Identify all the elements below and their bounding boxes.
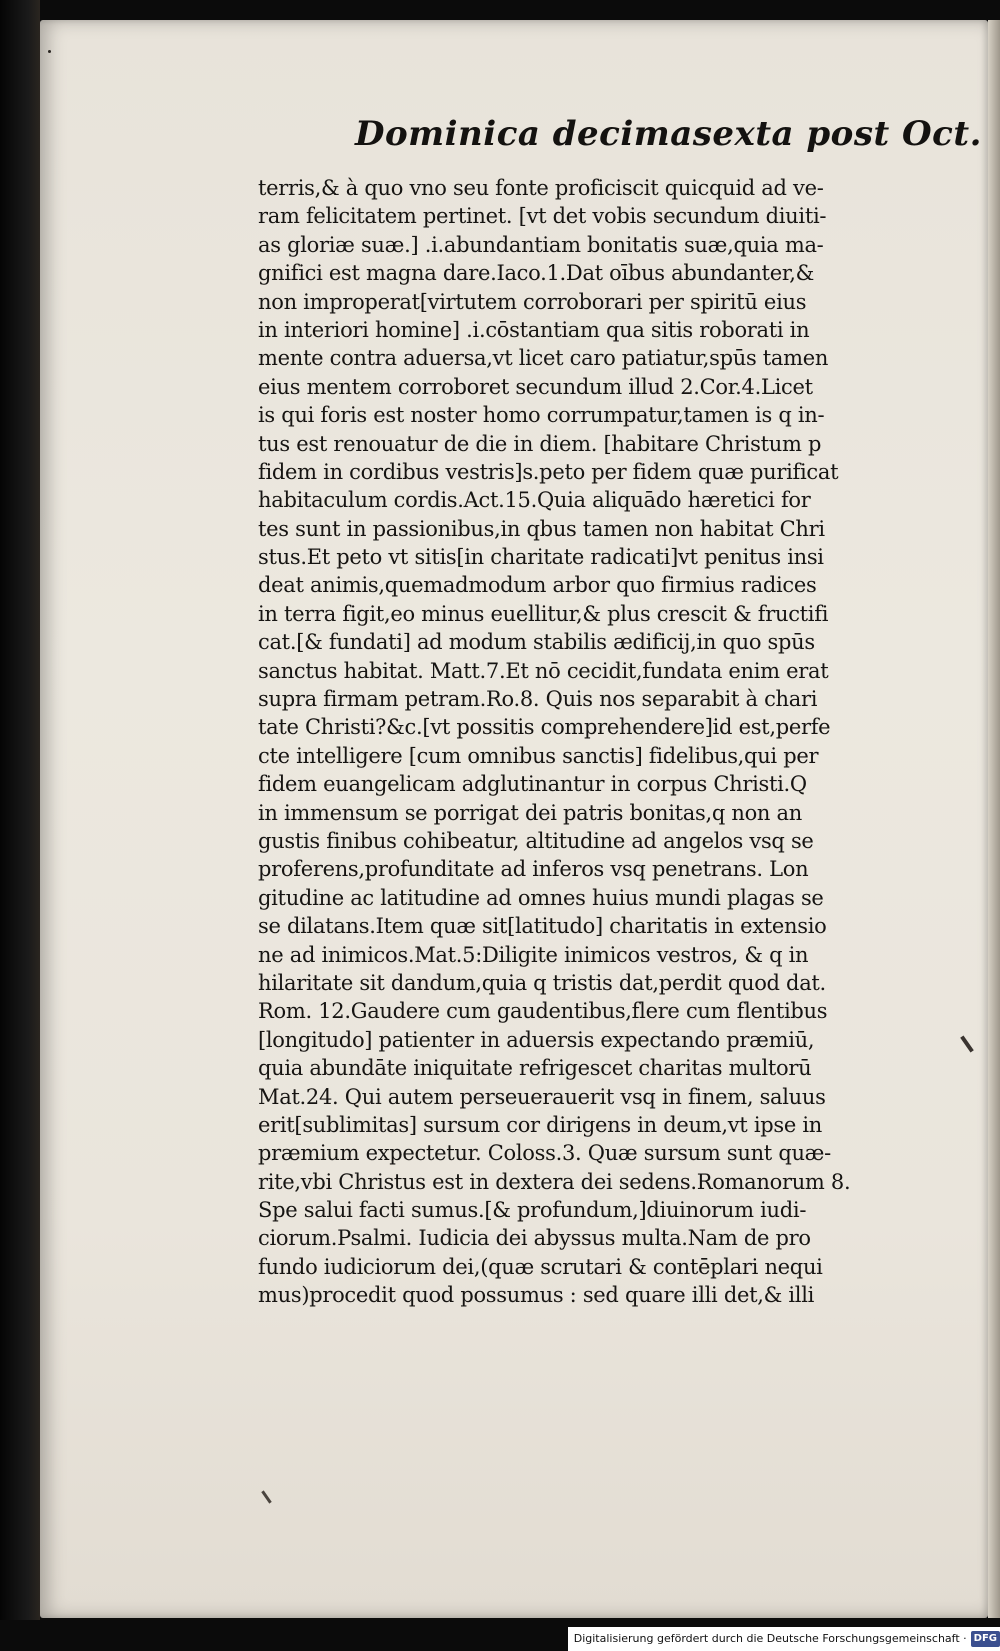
text-line: deat animis,quemadmodum arbor quo firmius radices — [258, 573, 817, 598]
ink-mark — [261, 1490, 271, 1503]
text-line: Rom. 12.Gaudere cum gaudentibus,flere cum flentibus — [258, 999, 828, 1024]
text-line: eius mentem corroboret secundum illud 2.Cor.4.Licet — [258, 374, 813, 399]
text-line: in terra figit,eo minus euellitur,& plus crescit & fructifi — [258, 601, 829, 626]
text-line: stus.Et peto vt sitis[in charitate radicati]vt penitus insi — [258, 545, 824, 570]
scan-left-border — [0, 0, 40, 1620]
text-line: fundo iudiciorum dei,(quæ scrutari & contēplari nequi — [258, 1254, 823, 1279]
text-line: gnifici est magna dare.Iaco.1.Dat oībus abundanter,& — [258, 261, 815, 286]
text-line: non improperat[virtutem corroborari per spiritū eius — [258, 289, 807, 314]
text-line: tate Christi?&c.[vt possitis comprehendere]id est,perfe — [258, 715, 831, 740]
text-line: Spe salui facti sumus.[& profundum,]diuinorum iudi- — [258, 1198, 807, 1223]
text-line: quia abundāte iniquitate refrigescet charitas multorū — [258, 1056, 812, 1081]
text-line: [longitudo] patienter in aduersis expectando præmiū, — [258, 1027, 815, 1052]
body-text — [258, 174, 928, 1310]
text-line: gitudine ac latitudine ad omnes huius mundi plagas se — [258, 885, 824, 910]
page-edge-shadow — [988, 20, 1000, 1618]
text-line: tes sunt in passionibus,in qbus tamen non habitat Chri — [258, 516, 825, 541]
text-line: in immensum se porrigat dei patris bonitas,q non an — [258, 800, 802, 825]
text-line: Mat.24. Qui autem perseuerauerit vsq in finem, saluus — [258, 1084, 826, 1109]
text-line: rite,vbi Christus est in dextera dei sedens.Romanorum 8. — [258, 1169, 851, 1194]
text-line: habitaculum cordis.Act.15.Quia aliquādo hæretici for — [258, 488, 811, 513]
ink-speck — [48, 50, 51, 53]
credit-text: Digitalisierung gefördert durch die Deutsche Forschungsgemeinschaft · — [573, 1632, 967, 1645]
text-line: cat.[& fundati] ad modum stabilis ædificij,in quo spūs — [258, 630, 815, 655]
digitization-credit — [568, 1627, 1000, 1651]
text-line: mus)procedit quod possumus : sed quare illi det,& illi — [258, 1283, 815, 1308]
text-line: se dilatans.Item quæ sit[latitudo] charitatis in extensio — [258, 914, 827, 939]
text-line: proferens,profunditate ad inferos vsq penetrans. Lon — [258, 857, 809, 882]
text-line: erit[sublimitas] sursum cor dirigens in deum,vt ipse in — [258, 1112, 822, 1137]
text-line: ciorum.Psalmi. Iudicia dei abyssus multa.Nam de pro — [258, 1226, 811, 1251]
text-line: ram felicitatem pertinet. [vt det vobis secundum diuiti- — [258, 204, 827, 229]
text-line: mente contra aduersa,vt licet caro patiatur,spūs tamen — [258, 346, 829, 371]
text-line: hilaritate sit dandum,quia q tristis dat,perdit quod dat. — [258, 970, 826, 995]
text-line: cte intelligere [cum omnibus sanctis] fidelibus,qui per — [258, 743, 819, 768]
text-line: terris,& à quo vno seu fonte proficiscit quicquid ad ve- — [258, 176, 824, 200]
running-header: Dominica decimasexta post Oct. — [355, 114, 982, 154]
text-line: fidem in cordibus vestris]s.peto per fidem quæ purificat — [258, 459, 839, 484]
text-line: præmium expectetur. Coloss.3. Quæ sursum sunt quæ- — [258, 1141, 831, 1166]
text-line: is qui foris est noster homo corrumpatur,tamen is q in- — [258, 403, 825, 428]
text-line: in interiori homine] .i.cōstantiam qua sitis roborati in — [258, 317, 810, 342]
dfg-logo: DFG — [971, 1631, 1000, 1647]
ink-mark — [960, 1035, 974, 1052]
text-line: fidem euangelicam adglutinantur in corpus Christi.Q — [258, 772, 807, 797]
text-line: as gloriæ suæ.] .i.abundantiam bonitatis suæ,quia ma- — [258, 232, 824, 257]
text-line: supra firmam petram.Ro.8. Quis nos separabit à chari — [258, 687, 818, 712]
text-line: gustis finibus cohibeatur, altitudine ad angelos vsq se — [258, 828, 814, 853]
text-line: ne ad inimicos.Mat.5:Diligite inimicos vestros, & q in — [258, 942, 809, 967]
text-line: tus est renouatur de die in diem. [habitare Christum p — [258, 431, 822, 456]
text-line: sanctus habitat. Matt.7.Et nō cecidit,fundata enim erat — [258, 658, 829, 683]
